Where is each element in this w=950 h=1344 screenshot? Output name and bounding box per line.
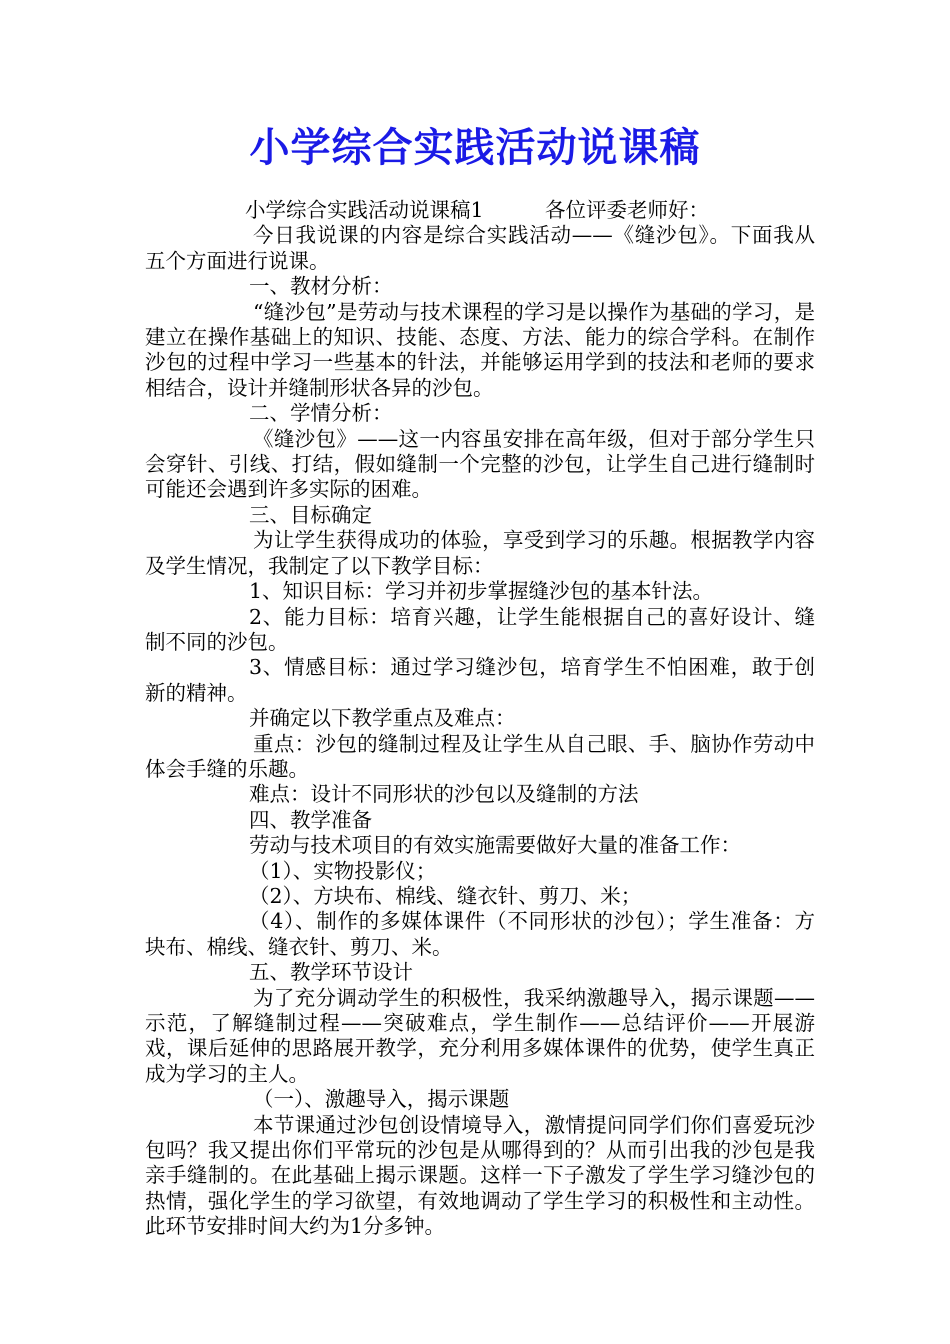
document-paragraph: 并确定以下教学重点及难点： [249, 706, 516, 731]
document-paragraph: 2、能力目标：培育兴趣，让学生能根据自己的喜好设计、缝制不同的沙包。 [145, 604, 815, 654]
document-paragraph: 本节课通过沙包创设情境导入，激情提问同学们你们喜爱玩沙包吗？我又提出你们平常玩的沙包是从哪得到的？从而引出我的沙包是我亲手缝制的。在此基础上揭示课题。这样一下子激发了学生学习缝沙包的热情，强化学生的学习欲望，有效地调动了学生学习的积极性和主动性。此环节安排时间大约为1分多钟。 [145, 1112, 815, 1239]
document-paragraph: （2）、方块布、棉线、缝衣针、剪刀、米； [249, 883, 642, 908]
document-paragraph: “缝沙包”是劳动与技术课程的学习是以操作为基础的学习，是建立在操作基础上的知识、技能、态度、方法、能力的综合学科。在制作沙包的过程中学习一些基本的针法，并能够运用学到的技法和老师的要求相结合，设计并缝制形状各异的沙包。 [145, 299, 815, 400]
document-paragraph: 《缝沙包》——这一内容虽安排在高年级，但对于部分学生只会穿针、引线、打结，假如缝制一个完整的沙包，让学生自己进行缝制时可能还会遇到许多实际的困难。 [145, 426, 815, 502]
document-paragraph: 1、知识目标：学习并初步掌握缝沙包的基本针法。 [249, 579, 714, 604]
document-paragraph: 二、学情分析： [249, 401, 393, 426]
document-paragraph: 3、情感目标：通过学习缝沙包，培育学生不怕困难，敢于创新的精神。 [145, 655, 815, 705]
document-body [145, 198, 815, 1240]
document-paragraph: 五、教学环节设计 [249, 960, 413, 985]
document-paragraph: 劳动与技术项目的有效实施需要做好大量的准备工作： [249, 833, 741, 858]
document-paragraph: 小学综合实践活动说课稿1 各位评委老师好： [245, 198, 710, 222]
document-paragraph: 难点：设计不同形状的沙包以及缝制的方法 [249, 782, 639, 807]
document-paragraph: 今日我说课的内容是综合实践活动——《缝沙包》。下面我从五个方面进行说课。 [145, 223, 815, 273]
document-paragraph: 四、教学准备 [249, 807, 372, 832]
document-paragraph: （1）、实物投影仪； [249, 858, 437, 883]
document-paragraph: （4）、制作的多媒体课件（不同形状的沙包）；学生准备：方块布、棉线、缝衣针、剪刀、米。 [145, 909, 815, 959]
document-paragraph: （一）、激趣导入，揭示课题 [253, 1087, 510, 1112]
document-paragraph: 重点：沙包的缝制过程及让学生从自己眼、手、脑协作劳动中体会手缝的乐趣。 [145, 731, 815, 781]
document-title: 小学综合实践活动说课稿 [249, 124, 701, 171]
document-paragraph: 为让学生获得成功的体验，享受到学习的乐趣。根据教学内容及学生情况，我制定了以下教学目标： [145, 528, 815, 578]
document-paragraph: 为了充分调动学生的积极性，我采纳激趣导入，揭示课题——示范，了解缝制过程——突破难点，学生制作——总结评价——开展游戏，课后延伸的思路展开教学，充分利用多媒体课件的优势，使学生真正成为学习的主人。 [145, 985, 815, 1086]
document-paragraph: 一、教材分析： [249, 274, 393, 299]
document-paragraph: 三、目标确定 [249, 502, 372, 527]
